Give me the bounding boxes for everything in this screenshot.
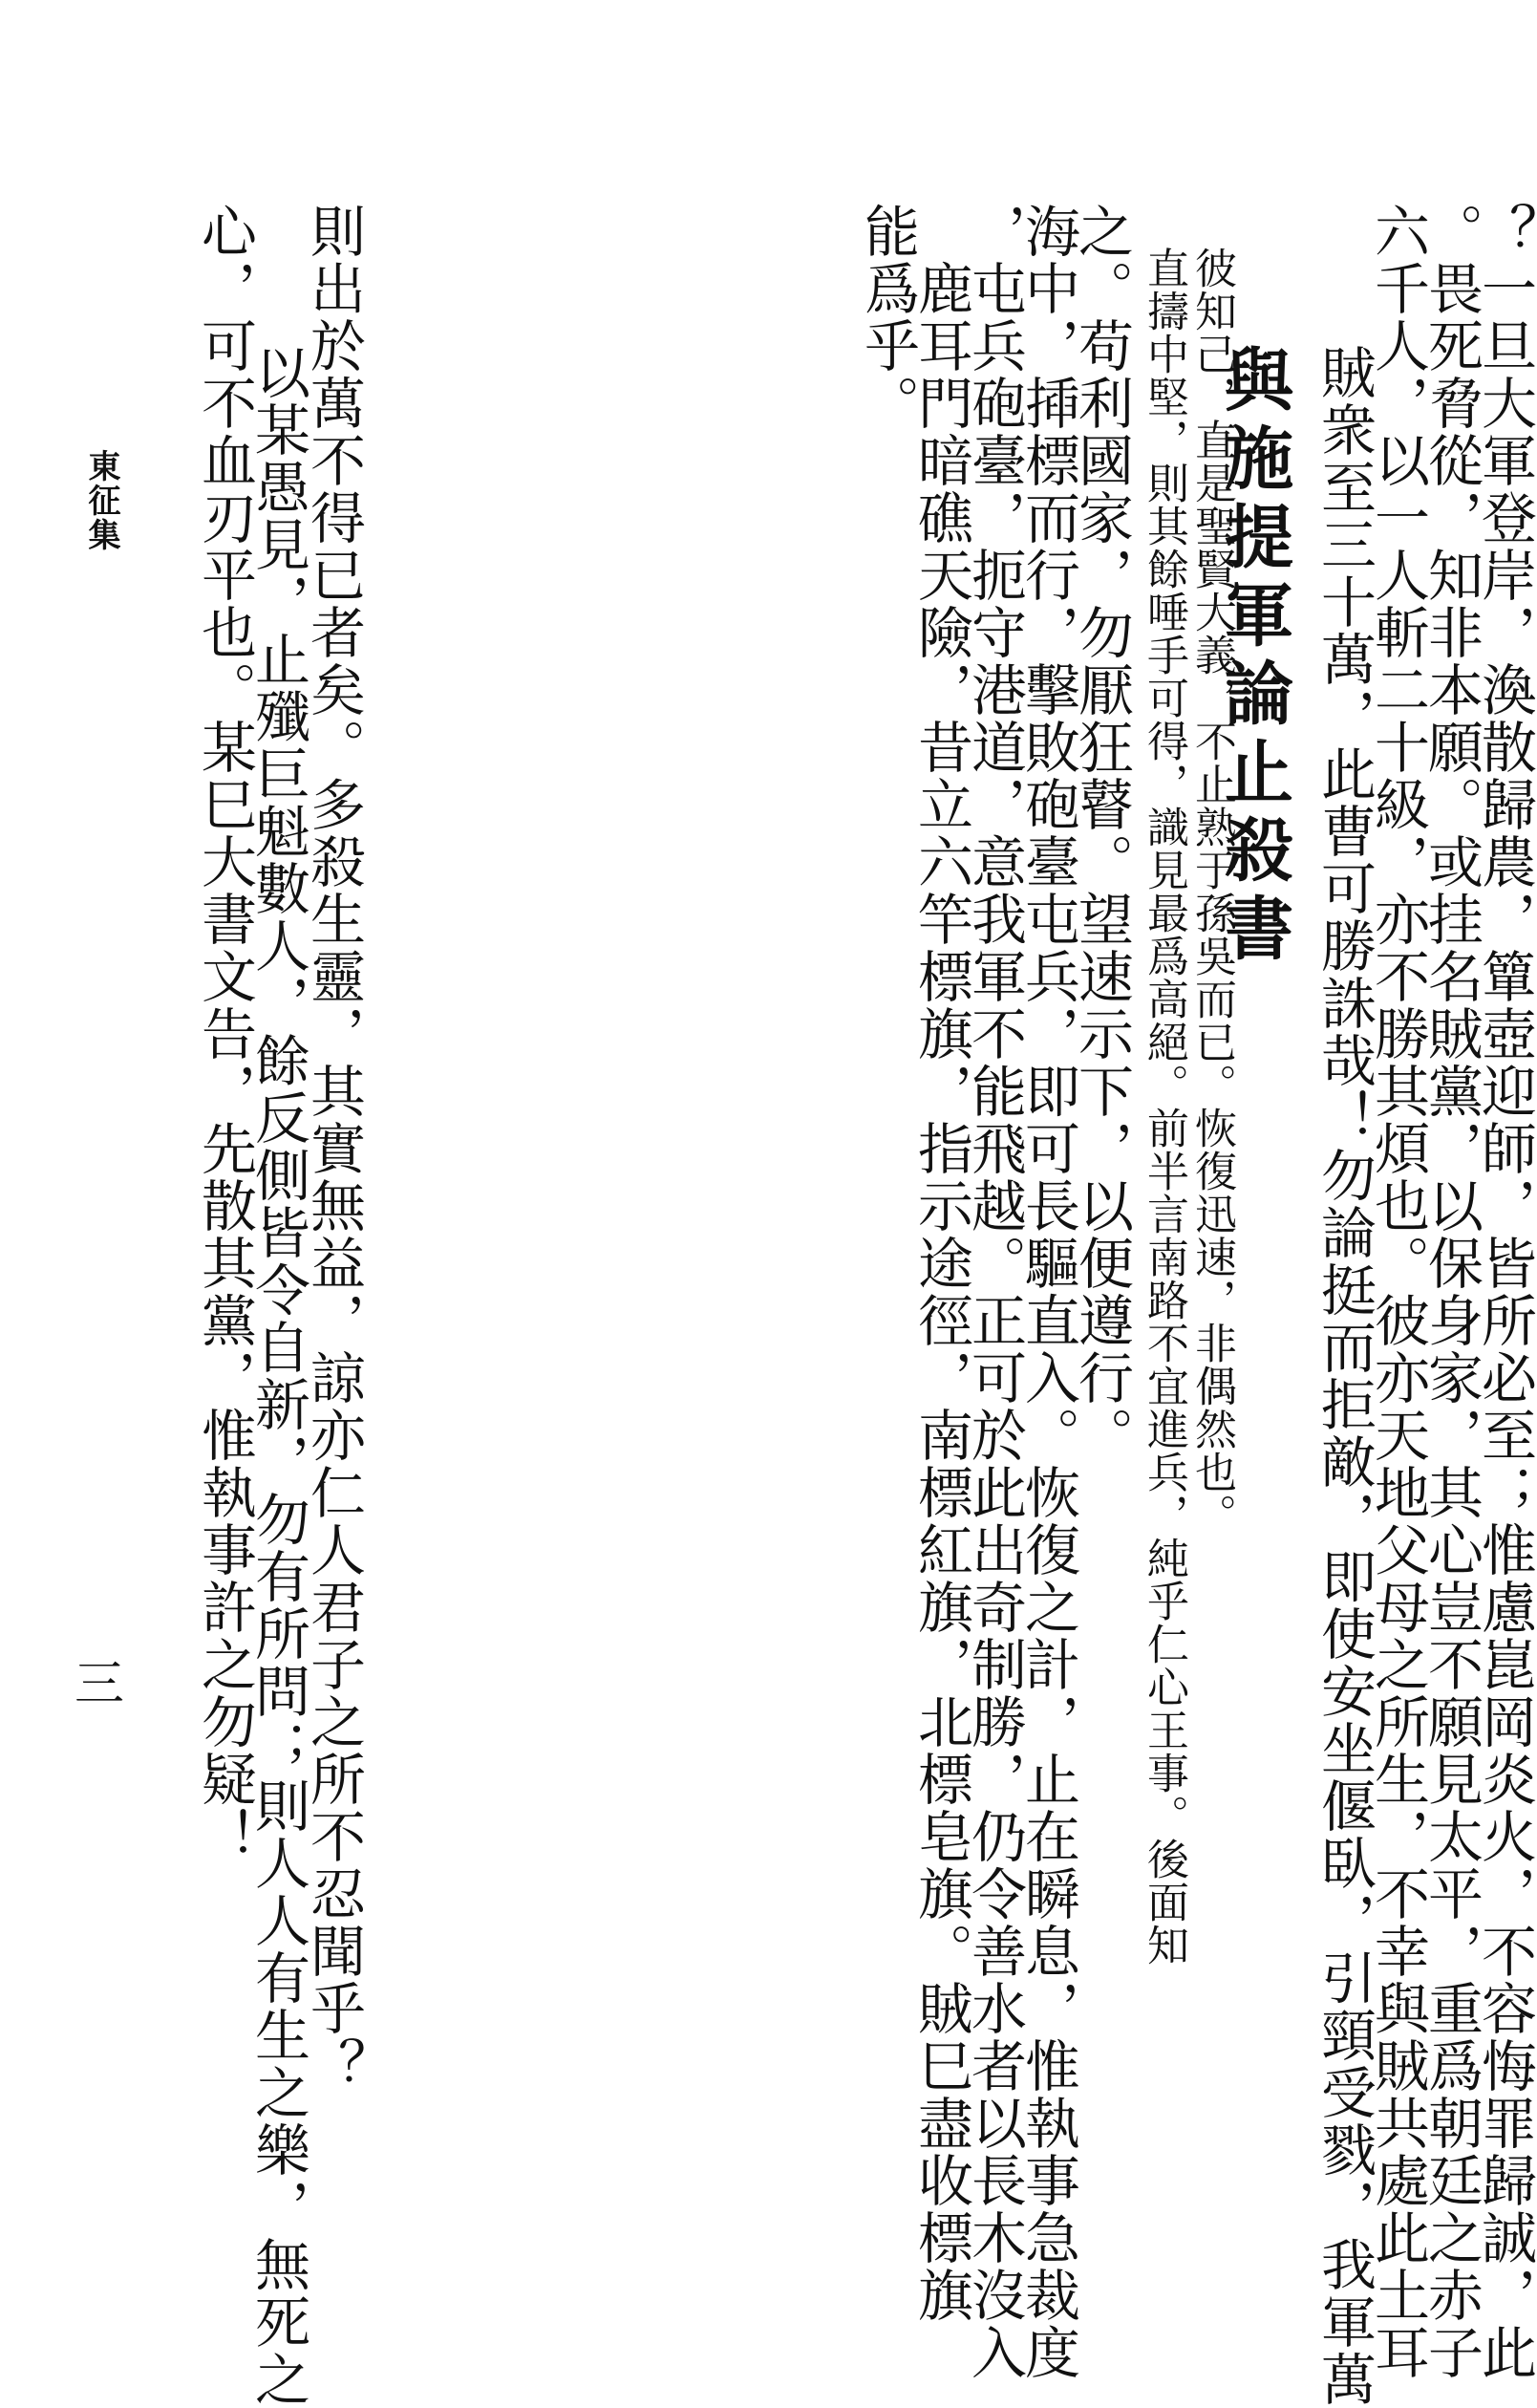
body-column-2: 六千人，以一人斬二十級，亦不勝其煩也。彼亦天地父母之所生，不幸與賊共處此土耳 (1365, 203, 1430, 2381)
text-column-prev-1: 能爲乎。 (855, 203, 920, 432)
text-column-prev-2b: 鹿耳門暗礁天險，昔立六竿標旗，指示途徑，南標紅旗，北標皂旗。賊巳盡收標旗 (908, 203, 973, 2324)
body-column-5: 則出於萬不得已者矣。多殺生靈，其實無益，諒亦仁人君子之所不忍聞乎？ (301, 203, 366, 2095)
body-column-4: ？一旦大軍登岸，渙散歸農，簞壺迎師，皆所必至；惟慮崑岡炎火，不容悔罪歸誠，此 (1472, 203, 1537, 2381)
essay-title: 與施提軍論止殺書 (1213, 344, 1294, 971)
body-column-1: 賊衆至三十萬，此曹可勝誅哉！勿論挺而拒敵，即使安坐偃臥，引頸受戮，我軍萬 (1312, 287, 1377, 2408)
commentary-column-1: 直擣中堅，則其餘唾手可得，識見最爲高絕。前半言南路不宜進兵，純乎仁心王事。後面知 (1140, 247, 1188, 1967)
book-title: 東征集 (82, 449, 120, 552)
body-column-6: 以某愚見，止殲巨魁數人，餘反側皆令自新，勿有所問；則人人有生之樂，無死之 (245, 287, 310, 2408)
commentary-column-2: 彼知己，直是聖賢大義，不止熟于孫吳而已。恢復迅速，非偶然也。 (1187, 247, 1236, 1537)
body-column-7: 心，可不血刃平也。某巳大書文告，先散其黨，惟執事許之勿疑！ (192, 203, 257, 1865)
text-column-prev-3: ，屯兵砲臺，扼守港道，意我軍不能飛越。正可於此出奇制勝，仍令善水者以長木沒入 (962, 203, 1027, 2381)
body-column-3: 。畏死脅從，知非本願。或挂名賊黨，以保身家，其心豈不願見太平，重爲朝廷之赤子 (1419, 203, 1484, 2381)
text-column-prev-5: 之。苟利國家，勿厭狂瞽。望速示下，以便遵行。 (1069, 203, 1134, 1464)
page-number: 三 (75, 1656, 125, 1713)
text-column-prev-4: 海中，揷標而行，擊敗砲臺屯兵，即可長驅直入。恢復之計，止在瞬息，惟執事急裁度 (1015, 203, 1080, 2381)
